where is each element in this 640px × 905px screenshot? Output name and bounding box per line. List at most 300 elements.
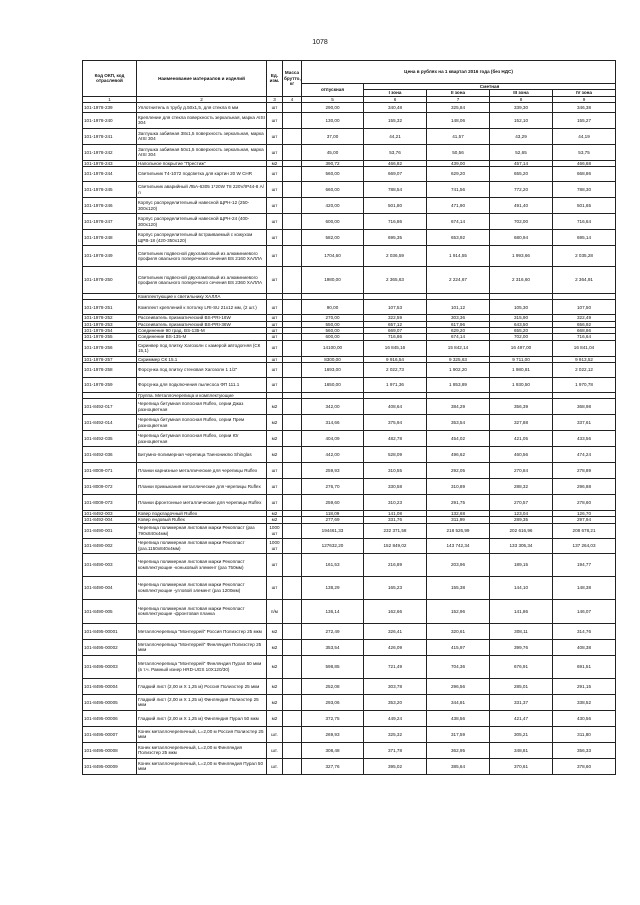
price-zone-1: 788,54 [364,182,427,198]
price-zone-4: 716,64 [553,334,616,340]
price-zone-4: 788,30 [553,182,616,198]
price-release: 259,93 [302,463,364,479]
item-unit: шт [267,214,283,230]
price-release: 127632,20 [302,538,364,553]
price-zone-3: 331,37 [490,694,553,710]
item-unit: шт [267,576,283,599]
table-row [83,102,616,112]
item-unit: шт [267,230,283,246]
price-zone-1: 528,09 [364,447,427,463]
price-zone-1: 152 849,02 [364,538,427,553]
item-mass [283,214,302,230]
column-index: 8 [490,96,553,102]
item-name: Светильник аварийный ЛБА-6305 1*20W Т8 220V/IP44-8 А/л [137,182,267,198]
price-zone-3: 16 497,00 [490,340,553,356]
price-zone-4: 501,65 [553,198,616,214]
price-zone-1: 716,86 [364,334,427,340]
price-zone-3: 2 316,60 [490,267,553,294]
price-zone-4: 2 364,91 [553,267,616,294]
price-zone-3: 305,21 [490,726,553,742]
price-release: 560,00 [302,327,364,333]
table-row [83,182,616,198]
price-zone-4: 9 913,52 [553,356,616,362]
item-name: Напольное покрытие "Престиж" [137,160,267,166]
price-release: 37,00 [302,128,364,144]
price-release: 194461,33 [302,523,364,538]
price-zone-2: 218 526,99 [427,523,490,538]
item-mass [283,599,302,623]
table-row [83,678,616,694]
price-zone-1: 501,80 [364,198,427,214]
table-row [83,246,616,267]
item-unit: шт [267,144,283,160]
item-name: Черепица полимерная листовая марки Рекопласт (раз 790х840х4мм) [137,523,267,538]
price-zone-1: 232 371,58 [364,523,427,538]
price-zone-1: 141,08 [364,511,427,517]
price-release: 327,76 [302,758,364,774]
price-zone-2: 471,90 [427,198,490,214]
item-unit: шт [267,267,283,294]
price-zone-2: 653,92 [427,230,490,246]
item-code: 101-1978-244 [83,167,137,182]
item-name: Планки карнизные металлические для черепицы Ruflex [137,463,267,479]
price-zone-2: 291,75 [427,495,490,511]
price-release: 290,00 [302,102,364,112]
table-row [83,623,616,639]
item-name: Черепица полимерная листовая марки Рекопласт комплектующие -угловой элемент (раз 1200мм) [137,576,267,599]
item-mass [283,538,302,553]
item-name: Корпус распределительный навесной ЩРН-12 (250-300х120) [137,198,267,214]
item-mass [283,655,302,678]
price-release: 404,09 [302,431,364,447]
price-release: 138,29 [302,576,364,599]
item-unit: шт [267,182,283,198]
item-unit: шт [267,315,283,321]
item-code: 101-8492-004 [83,517,137,523]
price-zone-4: 378,60 [553,758,616,774]
item-name: Гладкий лист (2,00 м Х 1,25 м) Россия Полиэстер 25 мкм [137,678,267,694]
table-row [83,399,616,415]
price-zone-4: 194,77 [553,553,616,576]
item-mass [283,182,302,198]
page-number: 1078 [312,39,328,46]
price-zone-4: 1 970,78 [553,377,616,392]
price-release: 136,14 [302,599,364,623]
price-zone-2: 385,64 [427,758,490,774]
price-release: 420,00 [302,198,364,214]
price-zone-1: 1 971,36 [364,377,427,392]
item-mass [283,495,302,511]
item-unit: шт [267,340,283,356]
price-zone-4: 148,38 [553,576,616,599]
table-row [83,655,616,678]
item-unit: м2 [267,694,283,710]
item-mass [283,112,302,128]
column-index: 1 [83,96,137,102]
price-zone-2: 1 853,89 [427,377,490,392]
item-name: Конек металлочерепичный, L=2,00 м Финляндия Пурал 50 мкм [137,758,267,774]
price-zone-2: 1 914,55 [427,246,490,267]
price-zone-4: 16 841,04 [553,340,616,356]
item-unit: м2 [267,160,283,166]
price-zone-1: 2 022,73 [364,362,427,377]
price-release: 130,00 [302,112,364,128]
price-zone-3: 348,81 [490,742,553,758]
item-code: 101-8495-00002 [83,639,137,655]
item-code: 101-8490-003 [83,553,137,576]
item-name: Группа. Металлочерепица и комплектующие [137,392,267,398]
price-table [82,60,616,775]
item-name: Металлочерепица "Монтеррей" Россия Полиэстер 25 мкм [137,623,267,639]
price-zone-3: 339,30 [490,102,553,112]
header-zone-1: I зона [364,90,427,96]
price-zone-4: 368,98 [553,399,616,415]
price-release: 259,60 [302,495,364,511]
item-code: 101-8490-004 [83,576,137,599]
item-unit: шт [267,356,283,362]
price-release: 293,06 [302,694,364,710]
price-zone-2: 41,57 [427,128,490,144]
price-zone-3: 702,00 [490,214,553,230]
column-index: 2 [137,96,267,102]
item-code: 101-1978-250 [83,267,137,294]
price-zone-4: 137 264,03 [553,538,616,553]
item-code: 101-1978-257 [83,356,137,362]
price-zone-2: 629,20 [427,327,490,333]
item-name: Черепица битумная полосная Ruflex, серии Прем разноцветная [137,415,267,431]
item-code: 101-1978-240 [83,112,137,128]
header-mass: Масса брутто, кг [283,61,302,97]
item-mass [283,523,302,538]
price-zone-3: 9 711,00 [490,356,553,362]
table-row [83,300,616,315]
item-code: 101-8009-071 [83,463,137,479]
item-unit: м2 [267,517,283,523]
price-zone-2: 1 902,20 [427,362,490,377]
item-code: 101-1978-258 [83,362,137,377]
table-row [83,128,616,144]
item-mass [283,377,302,392]
price-zone-2: 674,14 [427,334,490,340]
price-zone-4: 44,19 [553,128,616,144]
item-unit: шт [267,246,283,267]
price-zone-2: 296,56 [427,678,490,694]
price-zone-2: 741,56 [427,182,490,198]
price-zone-2: 101,12 [427,300,490,315]
item-unit: м2 [267,447,283,463]
price-zone-1: 162,66 [364,599,427,623]
item-name: Корпус распределительный встраиваемый с кожухом ЩРВ-18 (420-350х120) [137,230,267,246]
price-release: 277,69 [302,517,364,523]
item-code: 101-1978-239 [83,102,137,112]
price-zone-2: 384,29 [427,399,490,415]
item-code: 101-8495-00008 [83,742,137,758]
item-code: 101-8495-00007 [83,726,137,742]
price-zone-1: 322,59 [364,315,427,321]
price-zone-1: 155,32 [364,112,427,128]
item-unit: шт. [267,742,283,758]
price-release: 161,53 [302,553,364,576]
column-index: 6 [364,96,427,102]
price-zone-2: 454,02 [427,431,490,447]
item-unit: шт [267,479,283,495]
price-zone-2: 148,06 [427,112,490,128]
item-mass [283,447,302,463]
price-zone-2: 317,59 [427,726,490,742]
price-release: 314,66 [302,415,364,431]
table-row [83,639,616,655]
price-zone-4: 356,33 [553,742,616,758]
price-release: 1693,00 [302,362,364,377]
price-zone-3: 189,15 [490,553,553,576]
price-release: 1650,00 [302,377,364,392]
table-row [83,694,616,710]
price-release: 272,49 [302,623,364,639]
table-row [83,267,616,294]
item-mass [283,362,302,377]
price-zone-2: 203,96 [427,553,490,576]
price-zone-2: 155,38 [427,576,490,599]
header-price-title: Цена в рублях на 1 квартал 2016 года (без НДС) [302,61,616,84]
price-zone-2: 362,95 [427,742,490,758]
item-unit: м2 [267,655,283,678]
price-zone-1: 303,78 [364,678,427,694]
item-code: 101-1978-241 [83,128,137,144]
item-mass [283,128,302,144]
price-release: 1980,00 [302,267,364,294]
item-mass [283,742,302,758]
item-unit: шт [267,321,283,327]
price-zone-4: 126,70 [553,511,616,517]
item-unit: шт [267,167,283,182]
price-release: 90,00 [302,300,364,315]
price-release: 1704,60 [302,246,364,267]
price-zone-3: 421,05 [490,431,553,447]
item-unit: шт [267,495,283,511]
price-zone-2: 143 742,34 [427,538,490,553]
price-zone-2: 344,81 [427,694,490,710]
header-name: Наименование материалов и изделий [137,61,267,97]
price-zone-3: 308,11 [490,623,553,639]
price-zone-1: 716,86 [364,214,427,230]
item-unit: шт [267,128,283,144]
item-code: 101-1978-247 [83,214,137,230]
price-table-body [83,102,616,774]
item-mass [283,144,302,160]
item-mass [283,694,302,710]
item-name: Скринвер под плитку Хагозолн с камерой автодогняя (СК 15,1) [137,340,267,356]
item-unit: 1000 шт [267,538,283,553]
price-zone-1: 53,76 [364,144,427,160]
price-zone-4: 208 678,21 [553,523,616,538]
price-zone-1: 16 845,16 [364,340,427,356]
price-zone-1: 466,82 [364,160,427,166]
table-row [83,167,616,182]
table-row [83,415,616,431]
table-row [83,230,616,246]
price-zone-2: 353,54 [427,415,490,431]
item-name: Форсунка для подключения пылесоса ФП 111.1 [137,377,267,392]
item-name: Комплектующие к светильнику ХАЛЛА [137,294,267,300]
header-release: отпускная [302,84,364,97]
price-release: 308,48 [302,742,364,758]
price-zone-2: 629,20 [427,167,490,182]
price-zone-1: 482,78 [364,431,427,447]
price-zone-2: 674,14 [427,214,490,230]
item-code: 101-1978-242 [83,144,137,160]
item-code: 101-1978-251 [83,300,137,315]
price-zone-3: 676,91 [490,655,553,678]
item-unit: м2 [267,511,283,517]
price-zone-2: 325,84 [427,102,490,112]
item-code: 101-8492-017 [83,399,137,415]
item-mass [283,463,302,479]
price-zone-1: 325,32 [364,726,427,742]
item-unit: м2 [267,639,283,655]
item-unit: шт [267,327,283,333]
table-row [83,431,616,447]
item-code: 101-8495-00005 [83,694,137,710]
price-zone-3: 491,40 [490,198,553,214]
item-unit: шт [267,102,283,112]
header-unit: Ед. изм. [267,61,283,97]
price-zone-4: 466,68 [553,160,616,166]
price-zone-2: 152,96 [427,599,490,623]
price-zone-1: 9 916,54 [364,356,427,362]
price-release: 600,00 [302,334,364,340]
price-zone-1: 165,23 [364,576,427,599]
price-zone-2: 704,36 [427,655,490,678]
price-release: 252,08 [302,678,364,694]
item-code: 101-8495-00004 [83,678,137,694]
table-row [83,495,616,511]
table-row [83,144,616,160]
item-name: Черепица полимерная листовая марки Рекопласт комплектующие -фронтовая планка [137,599,267,623]
price-release: 118,09 [302,511,364,517]
item-unit: п/м [267,599,283,623]
item-name: Уплотнитель в трубу д.50х1,5, для стекла 6 мм [137,102,267,112]
price-zone-1: 107,53 [364,300,427,315]
item-name: Планки фронтонные металлические для черепицы Ruflex [137,495,267,511]
price-zone-4: 155,27 [553,112,616,128]
item-code: 101-8490-001 [83,523,137,538]
item-code: 101-1978-246 [83,198,137,214]
item-mass [283,246,302,267]
price-release: 276,70 [302,479,364,495]
item-mass [283,300,302,315]
item-name: Комплект креплений к потолку LRI-SU 21х12 мм, (2 шт.) [137,300,267,315]
item-name: Черепица полимерная листовая марки Рекопласт комплектующие -коньковый элемент (раз 750мм) [137,553,267,576]
item-name: Форсунка под плитку стеновая Хагозолн 1 1/2" [137,362,267,377]
price-release: 269,93 [302,726,364,742]
price-release: 550,00 [302,321,364,327]
item-code: 101-1978-245 [83,182,137,198]
price-zone-1: 408,64 [364,399,427,415]
column-index: 3 [267,96,283,102]
price-zone-3: 399,76 [490,639,553,655]
price-zone-3: 202 616,96 [490,523,553,538]
price-zone-3: 643,50 [490,321,553,327]
price-zone-4: 408,38 [553,639,616,655]
price-zone-1: 310,55 [364,463,427,479]
item-code: 101-8009-072 [83,479,137,495]
price-release: 582,00 [302,230,364,246]
item-code: 101-8490-005 [83,599,137,623]
item-code: 101-8495-00009 [83,758,137,774]
price-zone-3: 133 305,34 [490,538,553,553]
table-row [83,198,616,214]
item-code: 101-1978-249 [83,246,137,267]
item-unit: шт [267,553,283,576]
table-row [83,710,616,726]
table-row [83,377,616,392]
price-zone-4: 322,49 [553,315,616,321]
item-name: Рассеиватель призматический BS-PRI-16W [137,315,267,321]
price-zone-3: 285,01 [490,678,553,694]
item-name: Конек металлочерепичный, L=2,00 м Россия Полиэстер 25 мкм [137,726,267,742]
item-unit: м2 [267,399,283,415]
item-name: Соединение BS-135-М [137,334,267,340]
price-zone-3: 327,88 [490,415,553,431]
price-zone-1: 395,02 [364,758,427,774]
price-zone-1: 449,24 [364,710,427,726]
price-zone-4: 691,51 [553,655,616,678]
item-mass [283,167,302,182]
item-mass [283,576,302,599]
item-name: Светильник Т4-1072 подсветка для картин 20 W CHR [137,167,267,182]
price-zone-1: 330,58 [364,479,427,495]
item-code: 101-8492-035 [83,431,137,447]
price-zone-2: 415,97 [427,639,490,655]
price-zone-4: 291,15 [553,678,616,694]
price-zone-3: 105,30 [490,300,553,315]
item-unit: шт [267,300,283,315]
price-zone-4: 314,76 [553,623,616,639]
price-zone-3: 289,35 [490,517,553,523]
item-name: Креплениe для стекла поверхность зеркальная, марка AISI 304 [137,112,267,128]
table-row [83,112,616,128]
price-zone-3: 1 980,81 [490,362,553,377]
item-name: Рассеиватель призматический BS-PRI-36W [137,321,267,327]
price-zone-2: 311,99 [427,517,490,523]
price-release: 372,75 [302,710,364,726]
item-name: Скриммер СК 15.1 [137,356,267,362]
item-name: Черепица битумная полосная Ruflex, серии Джаз разноцветная [137,399,267,415]
price-zone-3: 43,29 [490,128,553,144]
price-zone-1: 657,12 [364,321,427,327]
table-row [83,726,616,742]
price-zone-4: 278,89 [553,463,616,479]
item-code: 101-8492-003 [83,511,137,517]
price-zone-3: 370,61 [490,758,553,774]
table-row [83,523,616,538]
price-zone-4: 656,92 [553,321,616,327]
item-code: 101-1978-256 [83,340,137,356]
price-zone-4: 297,94 [553,517,616,523]
item-unit: м2 [267,431,283,447]
price-zone-2: 132,68 [427,511,490,517]
price-zone-2: 438,56 [427,710,490,726]
item-name: Соединение 90 град. BS-135-М [137,327,267,333]
price-zone-1: 340,48 [364,102,427,112]
item-code: 101-1978-243 [83,160,137,166]
item-mass [283,726,302,742]
price-release: 342,00 [302,399,364,415]
price-zone-3: 1 993,66 [490,246,553,267]
price-zone-3: 270,57 [490,495,553,511]
item-code: 101-8495-00003 [83,655,137,678]
price-release: 270,00 [302,315,364,321]
